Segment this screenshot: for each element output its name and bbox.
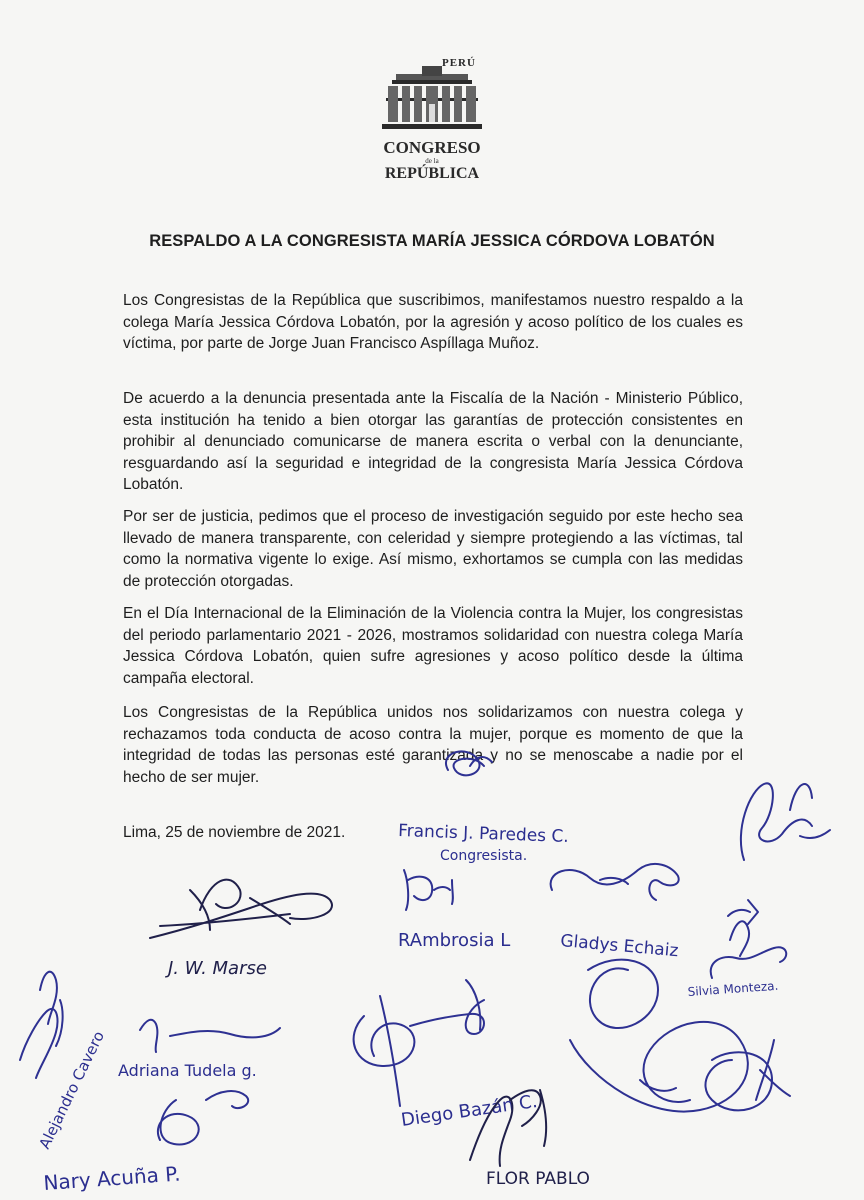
logo-line1: CONGRESO <box>383 138 481 157</box>
congreso-logo <box>372 52 492 182</box>
document-title: RESPALDO A LA CONGRESISTA MARÍA JESSICA CÓRDOVA LOBATÓN <box>149 232 715 250</box>
signature-monteza-name: Silvia Monteza. <box>687 978 779 999</box>
paragraph-3: Por ser de justicia, pedimos que el proceso de investigación seguido por este hecho sea llevado de manera transparente, con celeridad y siempre protegiendo a las víctimas, tal como la normativa vigente lo exige. Así mismo, exhortamos se cumpla con las medidas de protección otorgadas. <box>123 508 743 590</box>
logo-line2: de la <box>425 157 439 165</box>
signature-echaiz <box>551 864 758 961</box>
signature-marse <box>150 880 332 979</box>
signature-paredes <box>398 751 569 864</box>
signature-acuna-name: Nary Acuña P. <box>42 1161 182 1195</box>
signature-marse-name: J. W. Marse <box>168 958 267 979</box>
signature-paredes-title: Congresista. <box>440 848 528 864</box>
logo-line3: REPÚBLICA <box>384 165 480 182</box>
paragraph-5: Los Congresistas de la República unidos nos solidarizamos con nuestra colega y rechazamos toda conducta de acoso contra la mujer, porque es momento de que la integridad de todas las personas esté garantizada y no se menoscabe a nadie por el hecho de ser mujer. <box>123 704 743 786</box>
signature-tudela <box>118 1020 280 1080</box>
paragraph-2: De acuerdo a la denuncia presentada ante la Fiscalía de la Nación - Ministerio Público, esta institución ha tenido a bien otorgar las garantías de protección consistentes en prohibir al denunciado comunicarse de manera escrita o verbal con la denunciante, resguardando así la seguridad e integridad de la congresista María Jessica Córdova Lobatón. <box>123 390 743 493</box>
signature-ramirez <box>398 870 510 951</box>
signature-ramirez-name: RAmbrosia L <box>398 930 511 951</box>
signature-top-right <box>741 783 830 860</box>
paragraph-1: Los Congresistas de la República que suscribimos, manifestamos nuestro respaldo a la colega María Jessica Córdova Lobatón, por la agresión y acoso político de los cuales es víctima, por parte de Jorge Juan Francisco Aspíllaga Muñoz. <box>123 292 743 352</box>
signature-bazan <box>354 980 539 1131</box>
place-date: Lima, 25 de noviembre de 2021. <box>123 824 346 841</box>
paragraph-4: En el Día Internacional de la Eliminación de la Violencia contra la Mujer, los congresistas del periodo parlamentario 2021 - 2026, mostramos solidaridad con nuestra colega María Jessica Córdova Lobatón, quien sufre agresiones y acoso político desde la última campaña electoral. <box>123 605 743 687</box>
signature-cavero <box>20 972 108 1152</box>
logo-country: PERÚ <box>442 57 476 69</box>
signature-tudela-name: Adriana Tudela g. <box>118 1061 257 1080</box>
signature-cavero-name: Alejandro Cavero <box>35 1028 108 1152</box>
signature-paredes-name: Francis J. Paredes C. <box>397 821 570 847</box>
signatures-area <box>0 740 864 1200</box>
signature-echaiz-name: Gladys Echaiz <box>559 931 680 962</box>
signature-flor-pablo-name: FLOR PABLO <box>486 1169 590 1189</box>
signature-bazan-name: Diego Bazán C. <box>399 1091 539 1131</box>
signature-monteza <box>687 921 786 999</box>
